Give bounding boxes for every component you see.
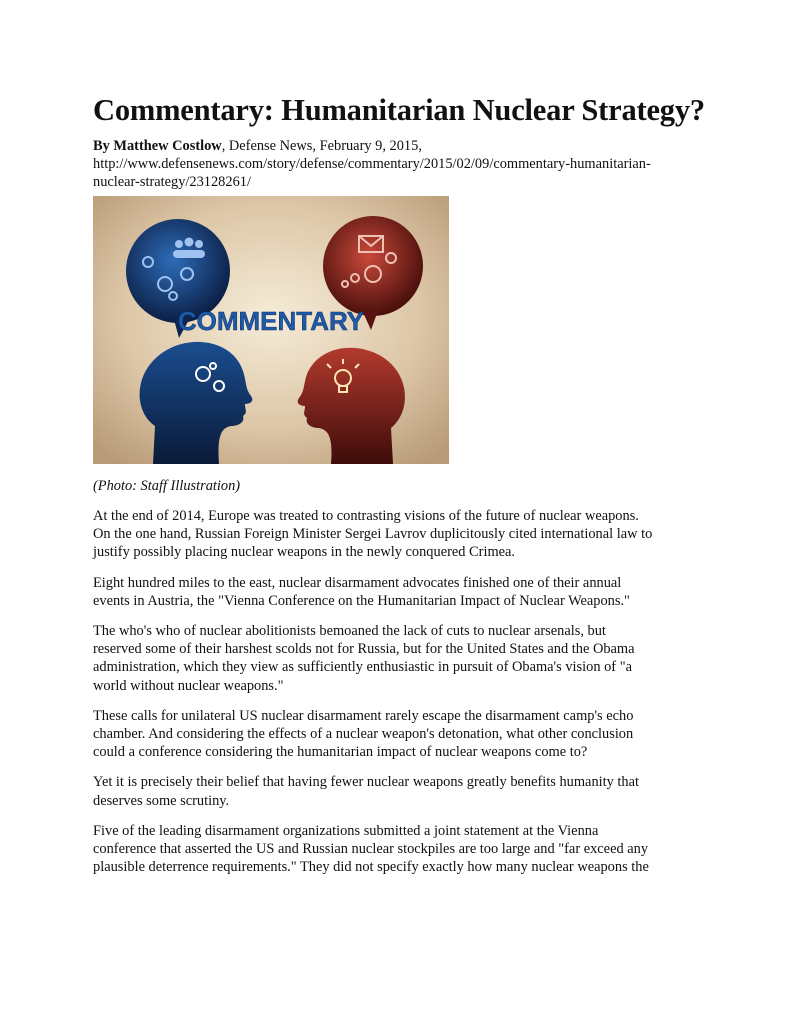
- paragraph: [93, 622, 713, 695]
- byline: [93, 137, 713, 155]
- paragraph-line: administration, which they view as sufficiently enthusiastic in pursuit of Obama's vision of "a: [93, 659, 632, 676]
- paragraph-line: These calls for unilateral US nuclear disarmament rarely escape the disarmament camp's echo: [93, 707, 634, 724]
- source-url-line-2[interactable]: nuclear-strategy/23128261/: [93, 174, 251, 190]
- paragraph-line: conference that asserted the US and Russian nuclear stockpiles are too large and "far exceed any: [93, 841, 649, 858]
- paragraph-line: Five of the leading disarmament organizations submitted a joint statement at the Vienna: [93, 822, 599, 839]
- author: By Matthew Costlow: [93, 138, 222, 154]
- paragraph: [93, 707, 713, 762]
- article-body: [93, 507, 713, 876]
- commentary-word: COMMENTARY: [177, 306, 365, 336]
- paragraph: [93, 822, 713, 877]
- paragraph-line: could a conference considering the humanitarian impact of nuclear weapons come to?: [93, 744, 588, 761]
- article: [93, 92, 713, 876]
- paragraph-line: world without nuclear weapons.": [93, 677, 284, 694]
- commentary-illustration: [93, 196, 449, 464]
- paragraph-line: The who's who of nuclear abolitionists bemoaned the lack of cuts to nuclear arsenals, but: [93, 623, 606, 640]
- paragraph-line: deserves some scrutiny.: [93, 792, 230, 809]
- paragraph: [93, 773, 713, 809]
- paragraph-line: Eight hundred miles to the east, nuclear disarmament advocates finished one of their annual: [93, 574, 622, 591]
- paragraph-line: plausible deterrence requirements." They did not specify exactly how many nuclear weapons the: [93, 859, 649, 876]
- source-url[interactable]: [93, 155, 713, 191]
- paragraph: [93, 574, 713, 610]
- source-date: , Defense News, February 9, 2015,: [221, 138, 422, 154]
- photo-caption: (Photo: Staff Illustration): [93, 478, 241, 494]
- paragraph-line: Yet it is precisely their belief that having fewer nuclear weapons greatly benefits humanity that: [93, 774, 640, 791]
- paragraph-line: justify possibly placing nuclear weapons in the newly conquered Crimea.: [93, 544, 516, 561]
- paragraph-line: events in Austria, the "Vienna Conference on the Humanitarian Impact of Nuclear Weapons.": [93, 592, 630, 609]
- paragraph-line: reserved some of their harshest scolds not for Russia, but for the United States and the Obama: [93, 641, 635, 658]
- paragraph: [93, 507, 713, 562]
- source-url-line-1[interactable]: http://www.defensenews.com/story/defense/commentary/2015/02/09/commentary-humanitarian-: [93, 156, 651, 172]
- paragraph-line: On the one hand, Russian Foreign Minister Sergei Lavrov duplicitously cited international law to: [93, 526, 653, 543]
- article-title: Commentary: Humanitarian Nuclear Strategy?: [93, 93, 705, 127]
- paragraph-line: chamber. And considering the effects of a nuclear weapon's detonation, what other conclusion: [93, 726, 634, 743]
- paragraph-line: At the end of 2014, Europe was treated to contrasting visions of the future of nuclear weapons.: [93, 508, 639, 524]
